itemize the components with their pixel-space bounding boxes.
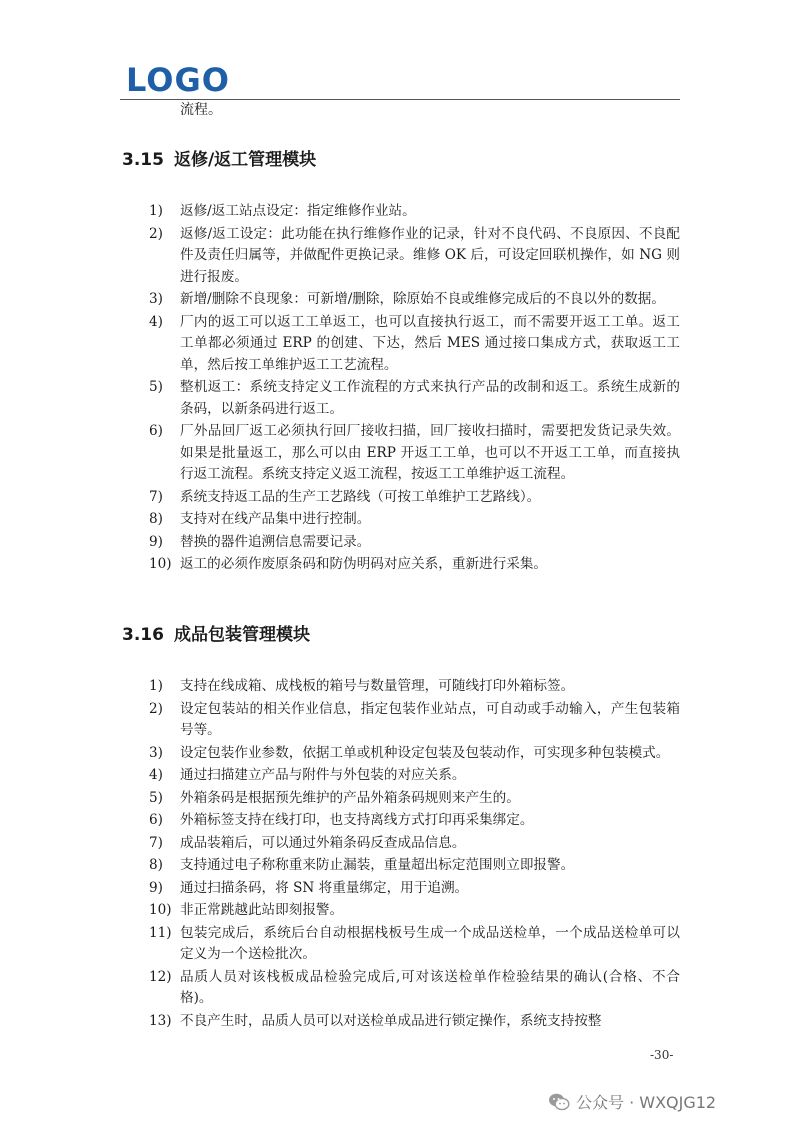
list-index: 6) bbox=[149, 812, 163, 828]
section-number: 3.15 bbox=[122, 150, 164, 170]
list-index: 1) bbox=[149, 203, 163, 219]
list-item bbox=[122, 676, 682, 698]
list-item bbox=[122, 201, 682, 223]
list-index: 2) bbox=[149, 225, 163, 242]
list-text: 返修/返工设定：此功能在执行维修作业的记录，针对不良代码、不良原因、不良配件及责任归属等，并做配件更换记录。维修 OK 后，可设定回联机操作，如 NG 则进行报废。 bbox=[180, 225, 680, 285]
list-item bbox=[122, 554, 682, 576]
list-index: 4) bbox=[149, 767, 163, 783]
list-text: 整机返工：系统支持定义工作流程的方式来执行产品的改制和返工。系统生成新的条码，以新条码进行返工。 bbox=[180, 379, 680, 417]
list-text: 通过扫描建立产品与附件与外包装的对应关系。 bbox=[180, 767, 466, 783]
wechat-icon bbox=[548, 1092, 570, 1112]
list-index: 6) bbox=[149, 423, 163, 439]
list-item bbox=[122, 509, 682, 531]
list-item bbox=[122, 878, 682, 900]
numbered-list bbox=[122, 201, 682, 576]
list-index: 7) bbox=[149, 488, 163, 505]
numbered-list bbox=[122, 676, 682, 1032]
section-heading bbox=[122, 624, 682, 646]
list-item bbox=[122, 377, 682, 420]
page-number: -30- bbox=[650, 1048, 674, 1062]
list-text: 成品装箱后，可以通过外箱条码反查成品信息。 bbox=[180, 834, 466, 851]
list-item bbox=[122, 289, 682, 311]
section-3-16 bbox=[122, 624, 682, 1033]
list-text: 返工的必须作废原条码和防伪明码对应关系，重新进行采集。 bbox=[180, 556, 548, 572]
list-text: 支持在线成箱、成栈板的箱号与数量管理，可随线打印外箱标签。 bbox=[180, 678, 575, 694]
watermark bbox=[548, 1090, 716, 1113]
list-text: 返修/返工站点设定：指定维修作业站。 bbox=[180, 203, 416, 219]
list-text: 品质人员对该栈板成品检验完成后,可对该送检单作检验结果的确认(合格、不合格)。 bbox=[180, 968, 680, 1006]
list-text: 支持对在线产品集中进行控制。 bbox=[180, 511, 371, 527]
list-index: 3) bbox=[149, 744, 163, 761]
list-text: 新增/删除不良现象：可新增/删除，除原始不良或维修完成后的不良以外的数据。 bbox=[180, 291, 665, 307]
list-item bbox=[122, 923, 682, 966]
list-index: 12) bbox=[149, 968, 172, 985]
logo: LOGO bbox=[126, 61, 230, 99]
list-item bbox=[122, 487, 682, 509]
list-item bbox=[122, 312, 682, 377]
section-heading bbox=[122, 149, 682, 171]
list-text: 厂外品回厂返工必须执行回厂接收扫描，回厂接收扫描时，需要把发货记录失效。如果是批量返工，那么可以由 ERP 开返工工单，也可以不开返工工单，而直接执行返工流程。系统支持定义返工流程，按返工工单维护返工流程。 bbox=[180, 423, 680, 482]
list-item bbox=[122, 532, 682, 554]
list-index: 13) bbox=[149, 1012, 172, 1029]
section-title: 成品包装管理模块 bbox=[173, 625, 310, 645]
list-item bbox=[122, 788, 682, 810]
section-title: 返修/返工管理模块 bbox=[173, 150, 317, 170]
list-item bbox=[122, 810, 682, 832]
list-item bbox=[122, 699, 682, 742]
list-index: 5) bbox=[149, 789, 163, 806]
list-text: 支持通过电子称称重来防止漏装，重量超出标定范围则立即报警。 bbox=[180, 857, 575, 873]
section-3-15 bbox=[122, 149, 682, 577]
list-index: 2) bbox=[149, 700, 163, 717]
list-item bbox=[122, 900, 682, 922]
list-item bbox=[122, 1011, 682, 1033]
list-text: 外箱标签支持在线打印，也支持离线方式打印再采集绑定。 bbox=[180, 812, 534, 828]
section-number: 3.16 bbox=[122, 625, 164, 645]
list-item bbox=[122, 765, 682, 787]
list-index: 1) bbox=[149, 678, 163, 694]
list-text: 外箱条码是根据预先维护的产品外箱条码规则来产生的。 bbox=[180, 789, 520, 806]
list-item bbox=[122, 421, 682, 486]
list-item bbox=[122, 967, 682, 1010]
list-text: 通过扫描条码，将 SN 将重量绑定，用于追溯。 bbox=[180, 879, 469, 896]
list-index: 4) bbox=[149, 313, 163, 330]
list-item bbox=[122, 224, 682, 289]
list-text: 包装完成后，系统后台自动根据栈板号生成一个成品送检单，一个成品送检单可以定义为一个送检批次。 bbox=[180, 924, 680, 962]
list-index: 7) bbox=[149, 834, 163, 851]
list-index: 8) bbox=[149, 857, 163, 873]
list-text: 设定包装作业参数，依据工单或机种设定包装及包装动作，可实现多种包装模式。 bbox=[180, 744, 670, 761]
list-index: 5) bbox=[149, 379, 163, 395]
list-item bbox=[122, 855, 682, 877]
list-index: 10) bbox=[149, 556, 172, 572]
list-item bbox=[122, 833, 682, 855]
list-text: 设定包装站的相关作业信息，指定包装作业站点，可自动或手动输入，产生包装箱号等。 bbox=[180, 700, 680, 738]
list-index: 8) bbox=[149, 511, 163, 527]
list-index: 9) bbox=[149, 879, 163, 896]
list-index: 3) bbox=[149, 291, 163, 307]
list-index: 10) bbox=[149, 902, 172, 918]
watermark-text: 公众号 · WXQJG12 bbox=[576, 1093, 717, 1112]
list-text: 厂内的返工可以返工工单返工，也可以直接执行返工，而不需要开返工工单。返工工单都必须通过 ERP 的创建、下达，然后 MES 通过接口集成方式，获取返工工单，然后按工单维护返工工艺流程。 bbox=[180, 313, 680, 373]
list-text: 不良产生时，品质人员可以对送检单成品进行锁定操作，系统支持按整 bbox=[180, 1012, 602, 1029]
list-index: 11) bbox=[149, 924, 172, 941]
list-item bbox=[122, 743, 682, 765]
list-text: 替换的器件追溯信息需要记录。 bbox=[180, 533, 371, 550]
list-index: 9) bbox=[149, 533, 163, 550]
carryover-text: 流程。 bbox=[180, 102, 222, 118]
list-text: 非正常跳越此站即刻报警。 bbox=[180, 902, 344, 918]
list-text: 系统支持返工品的生产工艺路线（可按工单维护工艺路线）。 bbox=[180, 488, 541, 505]
